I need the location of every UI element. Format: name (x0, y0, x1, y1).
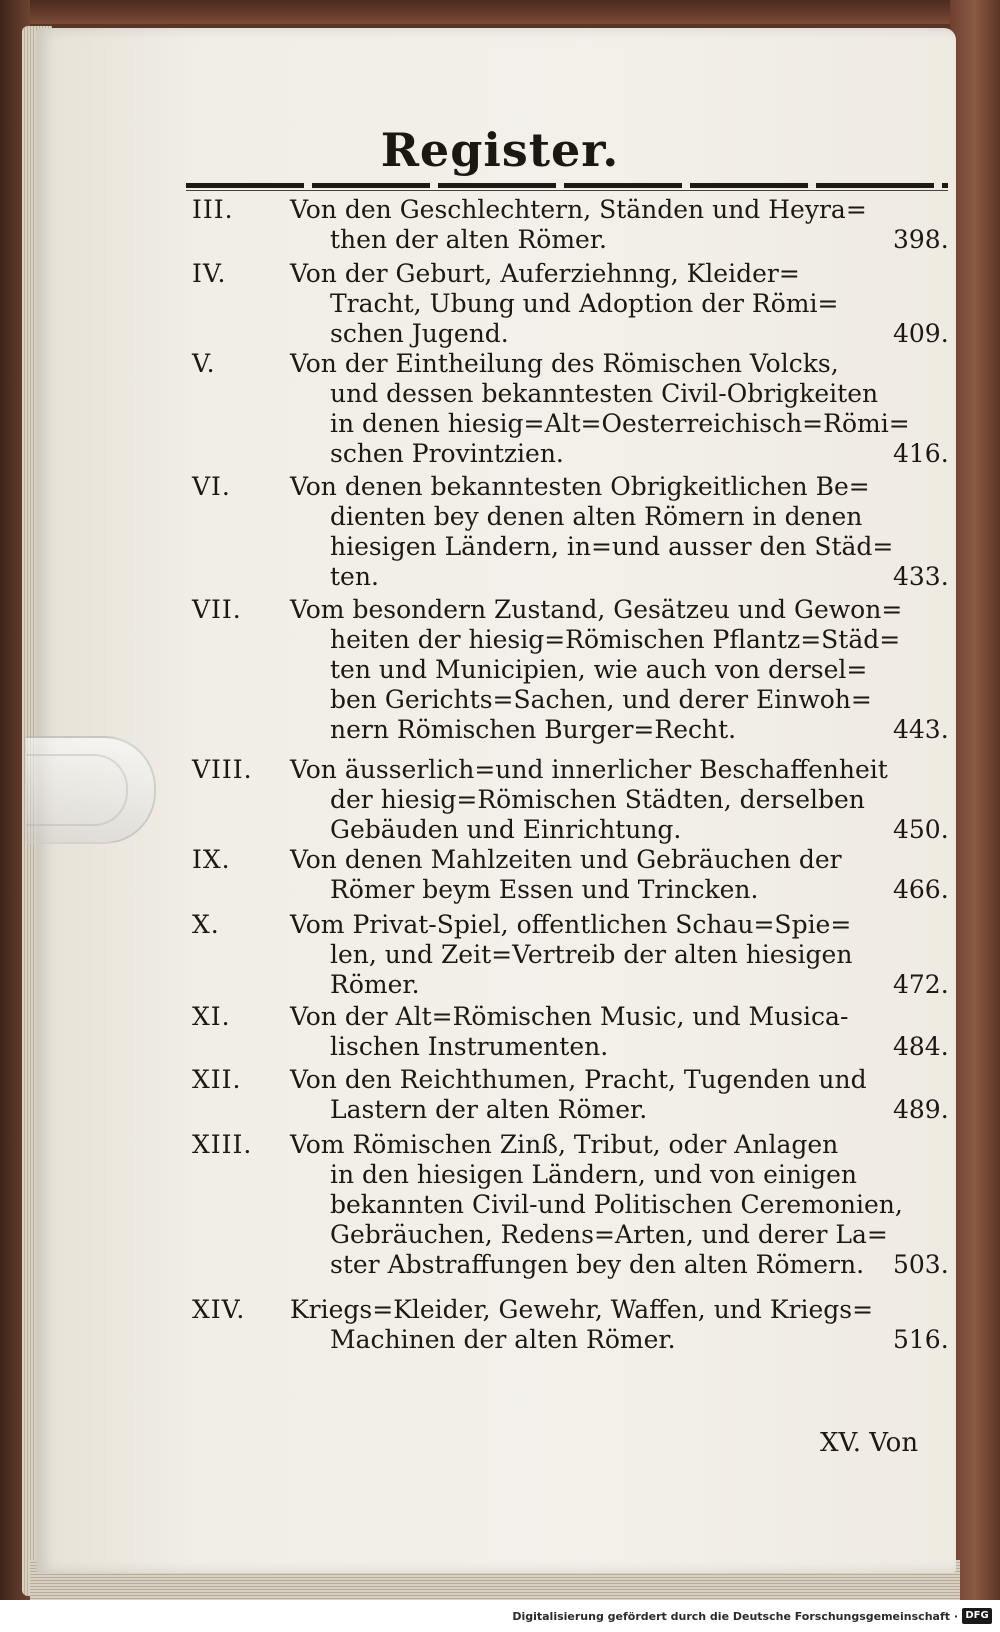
page-number: 450. (893, 815, 949, 844)
chapter-title-line: hiesigen Ländern, in=und ausser den Städ= (330, 532, 894, 561)
chapter-number: V. (192, 349, 216, 378)
chapter-number: VII. (192, 595, 242, 624)
chapter-title-line: in denen hiesig=Alt=Oesterreichisch=Römi= (330, 409, 910, 438)
chapter-title-line: Lastern der alten Römer. (330, 1095, 648, 1124)
chapter-title-line: Von der Alt=Römischen Music, und Musica- (290, 1002, 849, 1031)
chapter-title-line: Von den Geschlechtern, Ständen und Heyra= (290, 195, 867, 224)
chapter-number: IV. (192, 259, 227, 288)
chapter-title-line: Von äusserlich=und innerlicher Beschaffenheit (290, 755, 888, 784)
funding-notice: Digitalisierung gefördert durch die Deutsche Forschungsgemeinschaft · (512, 1610, 958, 1623)
chapter-number: XIII. (192, 1130, 253, 1159)
chapter-title-line: len, und Zeit=Vertreib der alten hiesigen (330, 940, 853, 969)
chapter-title-line: Tracht, Ubung und Adoption der Römi= (330, 289, 839, 318)
page-number: 398. (893, 225, 949, 254)
chapter-title-line: lischen Instrumenten. (330, 1032, 609, 1061)
chapter-title-line: in den hiesigen Ländern, und von einigen (330, 1160, 857, 1189)
book-cover-top-edge (0, 0, 1000, 24)
title-rule-thin (186, 190, 948, 191)
chapter-title-line: Gebäuden und Einrichtung. (330, 815, 682, 844)
chapter-title-line: ben Gerichts=Sachen, und derer Einwoh= (330, 685, 872, 714)
chapter-title-line: ster Abstraffungen bey den alten Römern. (330, 1250, 865, 1279)
chapter-title-line: Von der Eintheilung des Römischen Volcks, (290, 349, 839, 378)
page-clip-icon (26, 736, 156, 844)
chapter-title-line: Kriegs=Kleider, Gewehr, Waffen, und Kriegs= (290, 1295, 874, 1324)
chapter-title-line: Von den Reichthumen, Pracht, Tugenden und (290, 1065, 867, 1094)
chapter-number: VIII. (192, 755, 253, 784)
page-number: 484. (893, 1032, 949, 1061)
page-title: Register. (380, 123, 620, 177)
page-number: 503. (893, 1250, 949, 1279)
chapter-title-line: Römer. (330, 970, 420, 999)
chapter-title-line: Römer beym Essen und Trincken. (330, 875, 759, 904)
chapter-title-line: Gebräuchen, Redens=Arten, und derer La= (330, 1220, 888, 1249)
chapter-title-line: nern Römischen Burger=Recht. (330, 715, 737, 744)
chapter-title-line: schen Jugend. (330, 319, 509, 348)
chapter-title-line: und dessen bekanntesten Civil-Obrigkeiten (330, 379, 879, 408)
chapter-title-line: schen Provintzien. (330, 439, 564, 468)
chapter-title-line: dienten bey denen alten Römern in denen (330, 502, 863, 531)
footer-bar (0, 1600, 1000, 1632)
page-number: 466. (893, 875, 949, 904)
chapter-title-line: Von denen Mahlzeiten und Gebräuchen der (290, 845, 842, 874)
chapter-title-line: bekannten Civil-und Politischen Ceremonien, (330, 1190, 903, 1219)
page-number: 409. (893, 319, 949, 348)
dfg-logo-icon: DFG (962, 1608, 992, 1624)
chapter-title-line: Von der Geburt, Auferziehnng, Kleider= (290, 259, 800, 288)
book-cover-right-edge (950, 0, 1000, 1600)
chapter-number: XII. (192, 1065, 242, 1094)
chapter-number: XI. (192, 1002, 231, 1031)
chapter-title-line: ten. (330, 562, 379, 591)
chapter-title-line: Von denen bekanntesten Obrigkeitlichen Be= (290, 472, 870, 501)
chapter-title-line: heiten der hiesig=Römischen Pflantz=Städ= (330, 625, 901, 654)
page-number: 489. (893, 1095, 949, 1124)
chapter-title-line: Vom Römischen Zinß, Tribut, oder Anlagen (290, 1130, 839, 1159)
chapter-number: VI. (192, 472, 231, 501)
chapter-title-line: Vom Privat-Spiel, offentlichen Schau=Spie= (290, 910, 852, 939)
page-number: 472. (893, 970, 949, 999)
chapter-title-line: Machinen der alten Römer. (330, 1325, 676, 1354)
chapter-title-line: Vom besondern Zustand, Gesätzeu und Gewon= (290, 595, 903, 624)
chapter-title-line: der hiesig=Römischen Städten, derselben (330, 785, 865, 814)
page-number: 443. (893, 715, 949, 744)
page-number: 416. (893, 439, 949, 468)
chapter-number: IX. (192, 845, 231, 874)
catchword: XV. Von (820, 1428, 919, 1458)
page-number: 433. (893, 562, 949, 591)
chapter-title-line: ten und Municipien, wie auch von dersel= (330, 655, 868, 684)
chapter-number: X. (192, 910, 220, 939)
chapter-number: XIV. (192, 1295, 246, 1324)
title-rule (186, 183, 948, 188)
chapter-number: III. (192, 195, 234, 224)
chapter-title-line: then der alten Römer. (330, 225, 608, 254)
page-number: 516. (893, 1325, 949, 1354)
page-clip-inner (26, 754, 128, 826)
